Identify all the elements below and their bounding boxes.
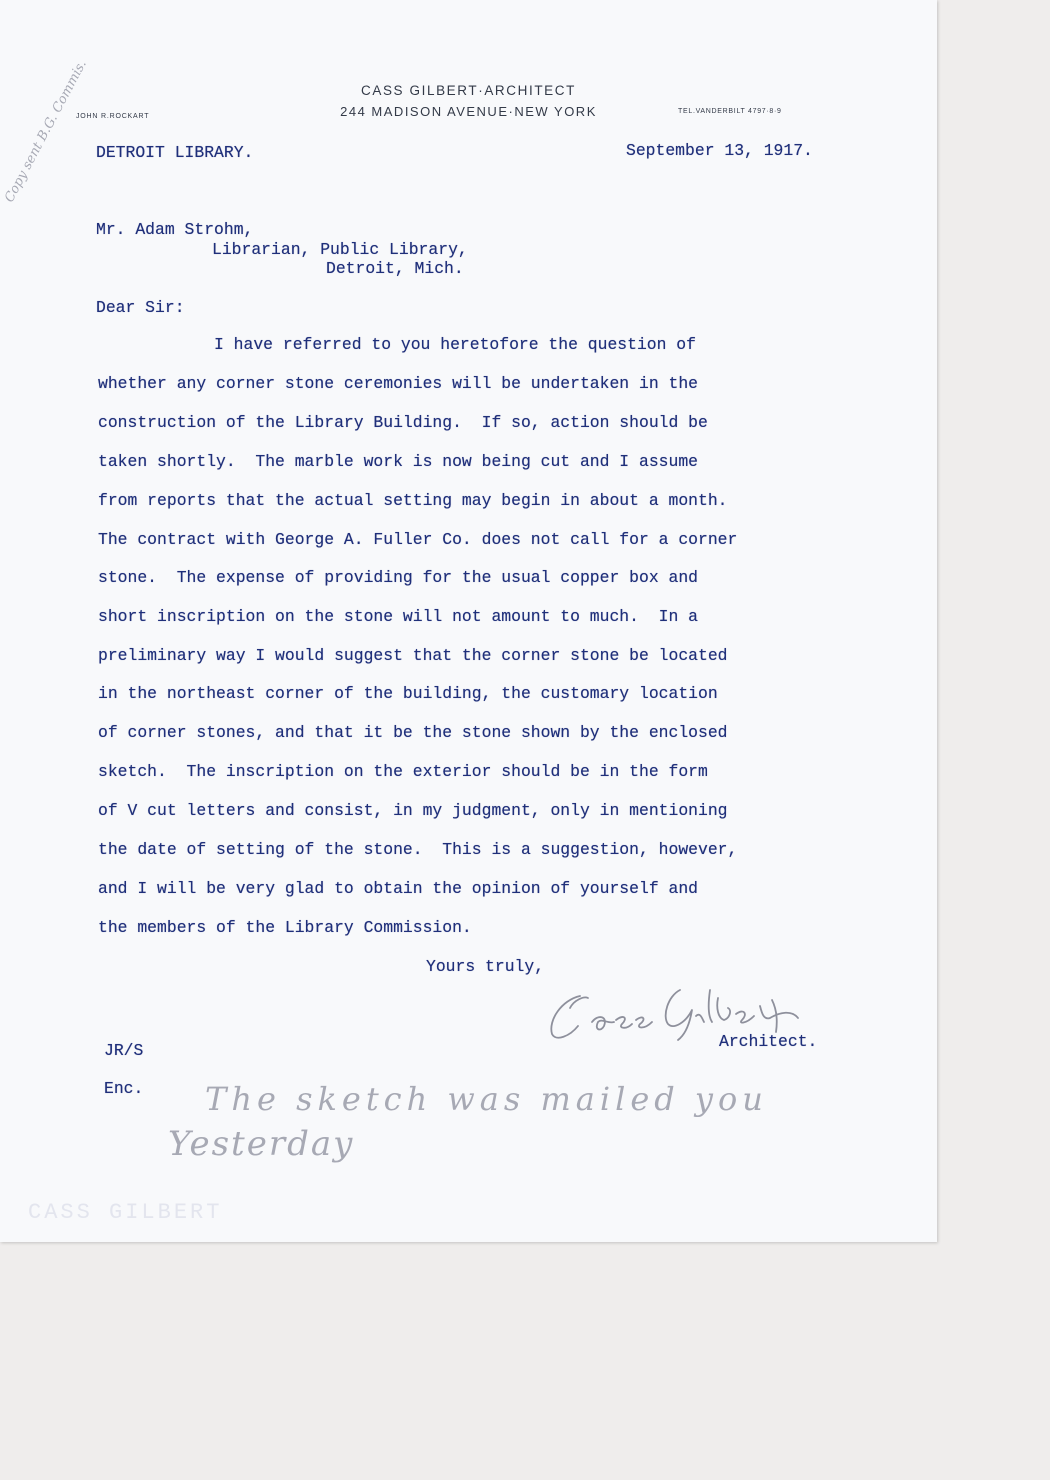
body-line: construction of the Library Building. If so, action should be bbox=[98, 413, 708, 432]
postscript-line-1: The sketch was mailed you bbox=[205, 1080, 768, 1118]
letter-date: September 13, 1917. bbox=[626, 141, 813, 160]
body-line: the date of setting of the stone. This is a suggestion, however, bbox=[98, 840, 738, 859]
letterhead-left-name: JOHN R.ROCKART bbox=[76, 113, 150, 120]
body-line: of V cut letters and consist, in my judgment, only in mentioning bbox=[98, 801, 728, 820]
recipient-line-1: Mr. Adam Strohm, bbox=[96, 220, 254, 239]
body-line: from reports that the actual setting may begin in about a month. bbox=[98, 491, 728, 510]
salutation: Dear Sir: bbox=[96, 298, 185, 317]
body-line: in the northeast corner of the building, the customary location bbox=[98, 684, 718, 703]
letterhead-address: 244 MADISON AVENUE·NEW YORK bbox=[340, 104, 597, 119]
body-line: whether any corner stone ceremonies will be undertaken in the bbox=[98, 374, 698, 393]
enclosure-note: Enc. bbox=[104, 1079, 144, 1098]
faint-stamp: CASS GILBERT bbox=[28, 1200, 223, 1225]
closing: Yours truly, bbox=[426, 957, 545, 976]
body-line: of corner stones, and that it be the stone shown by the enclosed bbox=[98, 723, 728, 742]
recipient-line-2: Librarian, Public Library, bbox=[212, 240, 468, 259]
letterhead-firm-name: CASS GILBERT·ARCHITECT bbox=[361, 83, 576, 98]
letter-subject: DETROIT LIBRARY. bbox=[96, 143, 254, 162]
body-line: short inscription on the stone will not amount to much. In a bbox=[98, 607, 698, 626]
recipient-line-3: Detroit, Mich. bbox=[326, 259, 464, 278]
signature-title: Architect. bbox=[719, 1032, 818, 1051]
margin-note: Copy sent B.G. Commis. bbox=[2, 57, 90, 206]
body-line: preliminary way I would suggest that the corner stone be located bbox=[98, 646, 728, 665]
body-line: and I will be very glad to obtain the opinion of yourself and bbox=[98, 879, 698, 898]
body-line: stone. The expense of providing for the usual copper box and bbox=[98, 568, 698, 587]
postscript-line-2: Yesterday bbox=[168, 1124, 355, 1164]
body-line: taken shortly. The marble work is now being cut and I assume bbox=[98, 452, 698, 471]
typist-initials: JR/S bbox=[104, 1041, 144, 1060]
body-line: The contract with George A. Fuller Co. does not call for a corner bbox=[98, 530, 738, 549]
letterhead-telephone: TEL.VANDERBILT 4797·8·9 bbox=[678, 108, 782, 115]
body-line: I have referred to you heretofore the question of bbox=[214, 335, 696, 354]
body-line: the members of the Library Commission. bbox=[98, 918, 472, 937]
body-line: sketch. The inscription on the exterior should be in the form bbox=[98, 762, 708, 781]
